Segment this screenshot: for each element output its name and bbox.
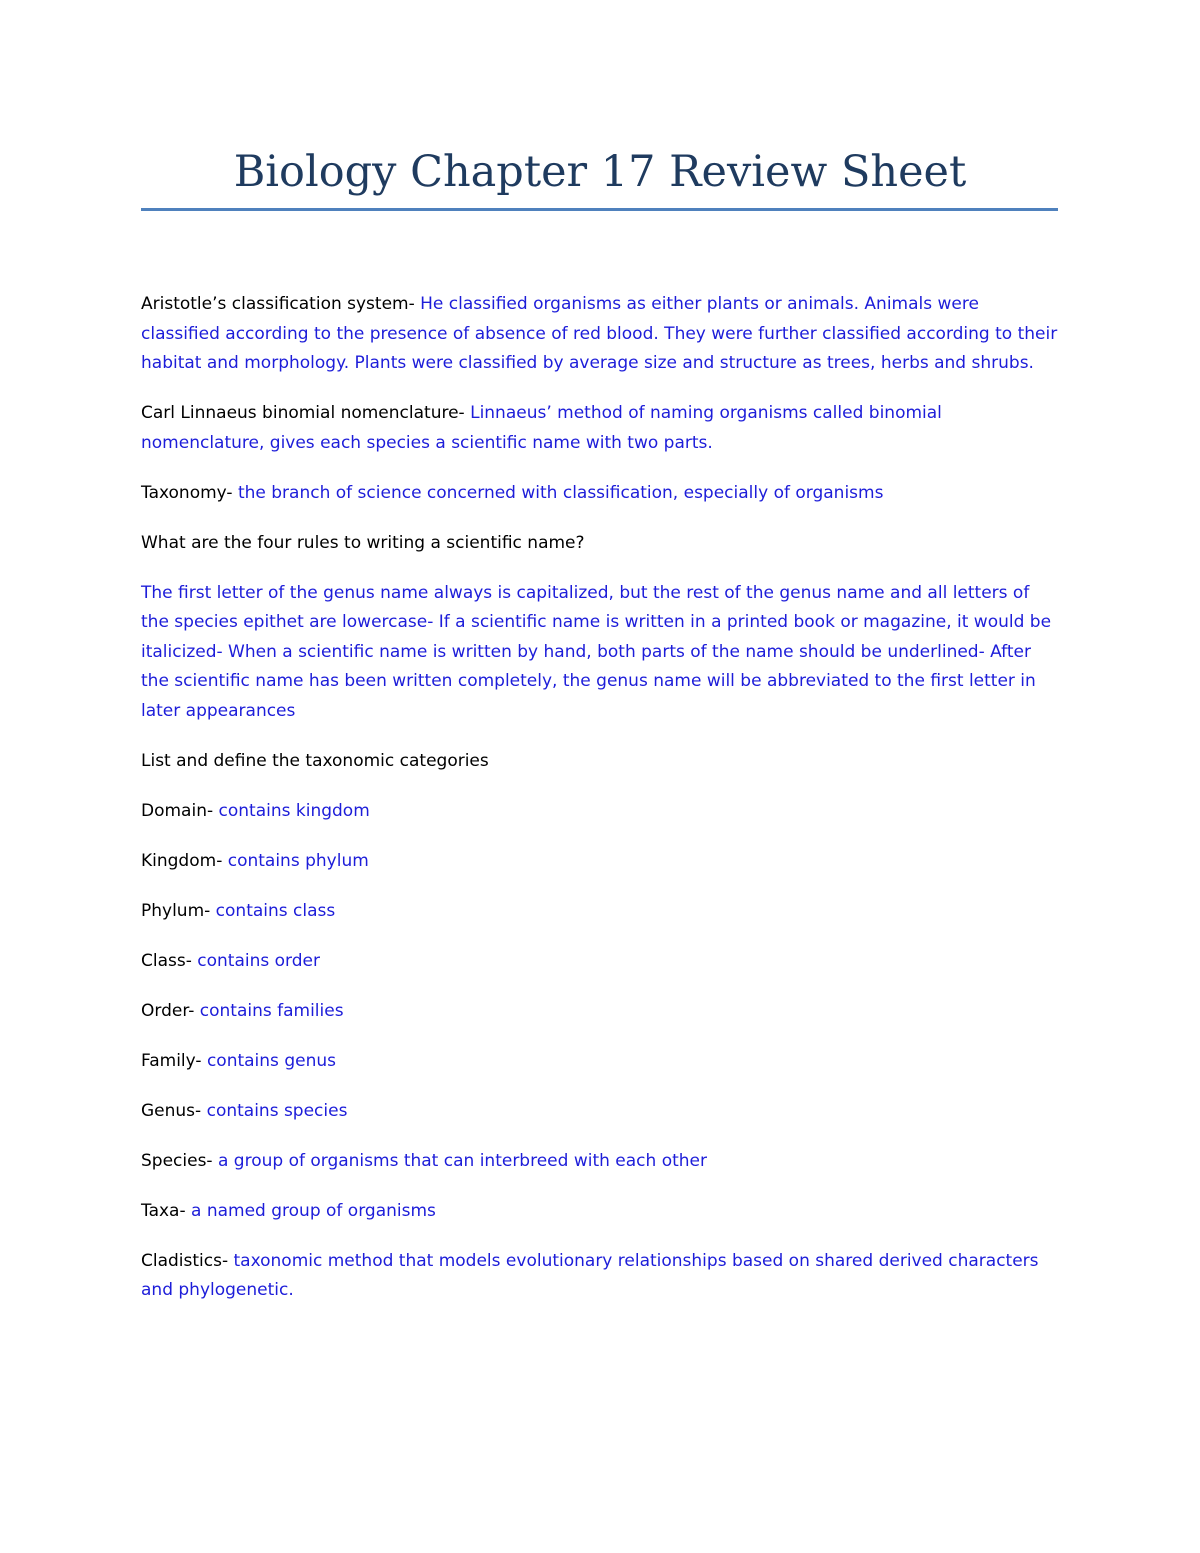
aristotle-definition: He classified organisms as either plants or animals. Animals were classified according to the presence of absence of red blood. They were further classified according to their habitat and morphology. Plants were classified by average size and structure as trees, herbs and shrubs. (141, 294, 1058, 373)
linnaeus-paragraph (141, 399, 1061, 458)
category-definition: contains class (210, 900, 336, 921)
cladistics-paragraph (141, 1247, 1061, 1306)
category-class (141, 947, 1061, 977)
category-term: Genus- (141, 1100, 202, 1121)
category-term: Kingdom- (141, 850, 223, 871)
rules-answer: The first letter of the genus name always is capitalized, but the rest of the genus name and all letters of the species epithet are lowercase- If a scientific name is written in a printed book or magazine, it would be italicized- When a scientific name is written by hand, both parts of the name should be underlined- After the scientific name has been written completely, the genus name will be abbreviated to the first letter in later appearances (141, 582, 1052, 721)
taxonomy-term: Taxonomy- (141, 482, 233, 503)
page-title: Biology Chapter 17 Review Sheet (233, 147, 967, 197)
category-definition: contains phylum (222, 850, 369, 871)
category-phylum (141, 897, 1061, 927)
category-definition: contains kingdom (213, 800, 370, 821)
title-underline-rule (141, 208, 1058, 211)
cladistics-definition: taxonomic method that models evolutionary relationships based on shared derived characters and phylogenetic. (141, 1250, 1039, 1300)
taxonomy-paragraph (141, 479, 1061, 509)
category-definition: contains genus (201, 1050, 336, 1071)
aristotle-paragraph (141, 290, 1061, 379)
rules-question: What are the four rules to writing a scientific name? (141, 532, 585, 553)
category-term: Species- (141, 1150, 213, 1171)
category-species (141, 1147, 1061, 1177)
category-term: Taxa- (141, 1200, 186, 1221)
cladistics-term: Cladistics- (141, 1250, 229, 1271)
category-taxa (141, 1197, 1061, 1227)
taxonomy-definition: the branch of science concerned with classification, especially of organisms (232, 482, 884, 503)
category-definition: contains families (194, 1000, 344, 1021)
document-body (141, 290, 1061, 1326)
category-definition: a group of organisms that can interbreed with each other (212, 1150, 707, 1171)
category-definition: a named group of organisms (185, 1200, 436, 1221)
category-family (141, 1047, 1061, 1077)
category-domain (141, 797, 1061, 827)
category-definition: contains order (191, 950, 320, 971)
category-order (141, 997, 1061, 1027)
linnaeus-definition: Linnaeus’ method of naming organisms called binomial nomenclature, gives each species a scientific name with two parts. (141, 403, 942, 453)
linnaeus-term: Carl Linnaeus binomial nomenclature- (141, 403, 465, 423)
category-genus (141, 1097, 1061, 1127)
category-kingdom (141, 847, 1061, 877)
category-term: Class- (141, 950, 192, 971)
category-term: Order- (141, 1000, 195, 1021)
category-term: Family- (141, 1050, 202, 1071)
category-term: Phylum- (141, 900, 211, 921)
categories-heading: List and define the taxonomic categories (141, 750, 489, 771)
aristotle-term: Aristotle’s classification system- (141, 294, 415, 314)
category-term: Domain- (141, 800, 214, 821)
category-definition: contains species (201, 1100, 348, 1121)
